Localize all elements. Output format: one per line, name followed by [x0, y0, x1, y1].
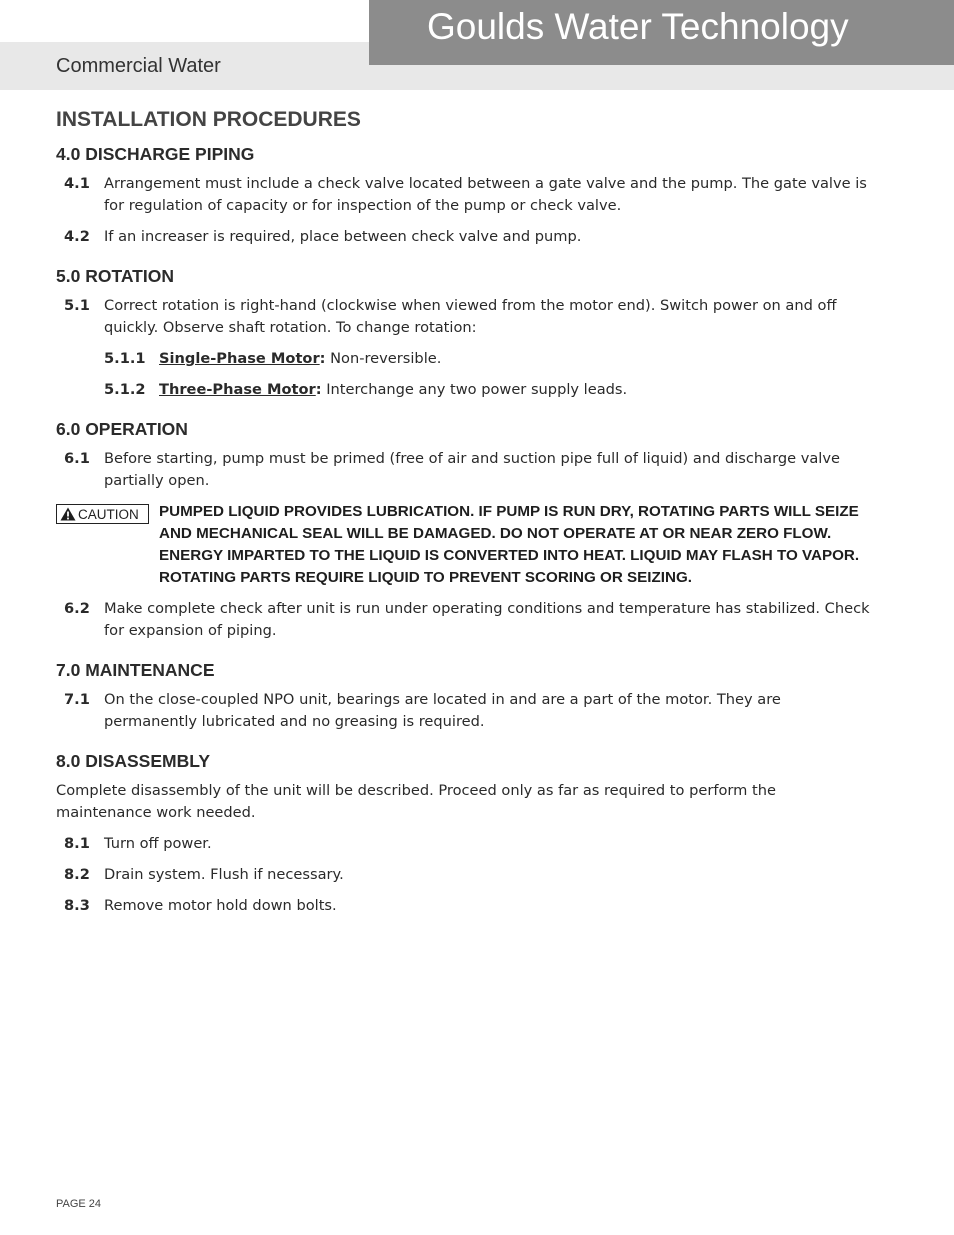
- section-heading: 7.0 MAINTENANCE: [56, 660, 215, 680]
- term-colon: :: [319, 350, 326, 367]
- subbrand-label: Commercial Water: [56, 55, 221, 77]
- item-number: 4.2: [64, 228, 90, 245]
- item-text: Correct rotation is right-hand (clockwise when viewed from the motor end). Switch power on and off quickly. Observe shaft rotation. To change rotation:: [104, 297, 837, 336]
- section-heading: 8.0 DISASSEMBLY: [56, 751, 210, 771]
- caution-label: CAUTION: [78, 506, 139, 522]
- item-number: 8.2: [64, 866, 90, 883]
- item-number: 8.1: [64, 835, 90, 852]
- document-body: [56, 108, 876, 935]
- list-item: [56, 689, 876, 733]
- motor-type-term: Single-Phase Motor: [159, 350, 320, 367]
- list-item: [56, 895, 876, 917]
- item-number: 5.1.2: [104, 381, 146, 398]
- list-item: [56, 598, 876, 642]
- item-number: 6.1: [64, 450, 90, 467]
- item-number: 5.1.1: [104, 350, 146, 367]
- list-item: [56, 173, 876, 217]
- item-text: Before starting, pump must be primed (free of air and suction pipe full of liquid) and discharge valve partially open.: [104, 450, 840, 489]
- caution-badge: [56, 504, 149, 524]
- brand-title: Goulds Water Technology: [427, 6, 849, 47]
- sub-list-item: [56, 379, 876, 401]
- term-colon: :: [315, 381, 322, 398]
- item-number: 5.1: [64, 297, 90, 314]
- item-text: Make complete check after unit is run under operating conditions and temperature has stabilized. Check for expansion of piping.: [104, 600, 870, 639]
- item-text: Turn off power.: [104, 835, 212, 852]
- list-item: [56, 864, 876, 886]
- page-title: INSTALLATION PROCEDURES: [56, 108, 361, 131]
- section-heading: 5.0 ROTATION: [56, 266, 174, 286]
- section-discharge-piping: [56, 144, 876, 248]
- item-text: Interchange any two power supply leads.: [321, 381, 628, 398]
- section-heading: 6.0 OPERATION: [56, 419, 188, 439]
- list-item: [56, 448, 876, 492]
- section-disassembly: [56, 751, 876, 917]
- intro-paragraph: Complete disassembly of the unit will be described. Proceed only as far as required to perform the maintenance work needed.: [56, 782, 776, 821]
- page-number: PAGE 24: [56, 1198, 102, 1210]
- caution-text: PUMPED LIQUID PROVIDES LUBRICATION. IF PUMP IS RUN DRY, ROTATING PARTS WILL SEIZE AND MECHANICAL SEAL WILL BE DAMAGED. DO NOT OPERATE AT OR NEAR ZERO FLOW. ENERGY IMPARTED TO THE LIQUID IS CONVERTED INTO HEAT. LIQUID MAY FLASH TO VAPOR. ROTATING PARTS REQUIRE LIQUID TO PREVENT SCORING OR SEIZING.: [159, 503, 860, 586]
- section-operation: [56, 419, 876, 642]
- item-text: Remove motor hold down bolts.: [104, 897, 337, 914]
- item-text: Drain system. Flush if necessary.: [104, 866, 344, 883]
- caution-notice: [56, 501, 876, 589]
- section-heading: 4.0 DISCHARGE PIPING: [56, 144, 255, 164]
- brand-banner: [369, 0, 954, 65]
- motor-type-term: Three-Phase Motor: [159, 381, 316, 398]
- item-text: Non-reversible.: [325, 350, 442, 367]
- sub-list-item: [56, 348, 876, 370]
- list-item: [56, 295, 876, 339]
- list-item: [56, 226, 876, 248]
- item-number: 4.1: [64, 175, 90, 192]
- item-number: 8.3: [64, 897, 90, 914]
- item-text: If an increaser is required, place between check valve and pump.: [104, 228, 582, 245]
- item-number: 6.2: [64, 600, 90, 617]
- section-maintenance: [56, 660, 876, 733]
- warning-triangle-icon: [60, 507, 76, 521]
- section-rotation: [56, 266, 876, 401]
- list-item: [56, 833, 876, 855]
- item-number: 7.1: [64, 691, 90, 708]
- item-text: Arrangement must include a check valve located between a gate valve and the pump. The gate valve is for regulation of capacity or for inspection of the pump or check valve.: [104, 175, 867, 214]
- item-text: On the close-coupled NPO unit, bearings are located in and are a part of the motor. They are permanently lubricated and no greasing is required.: [104, 691, 781, 730]
